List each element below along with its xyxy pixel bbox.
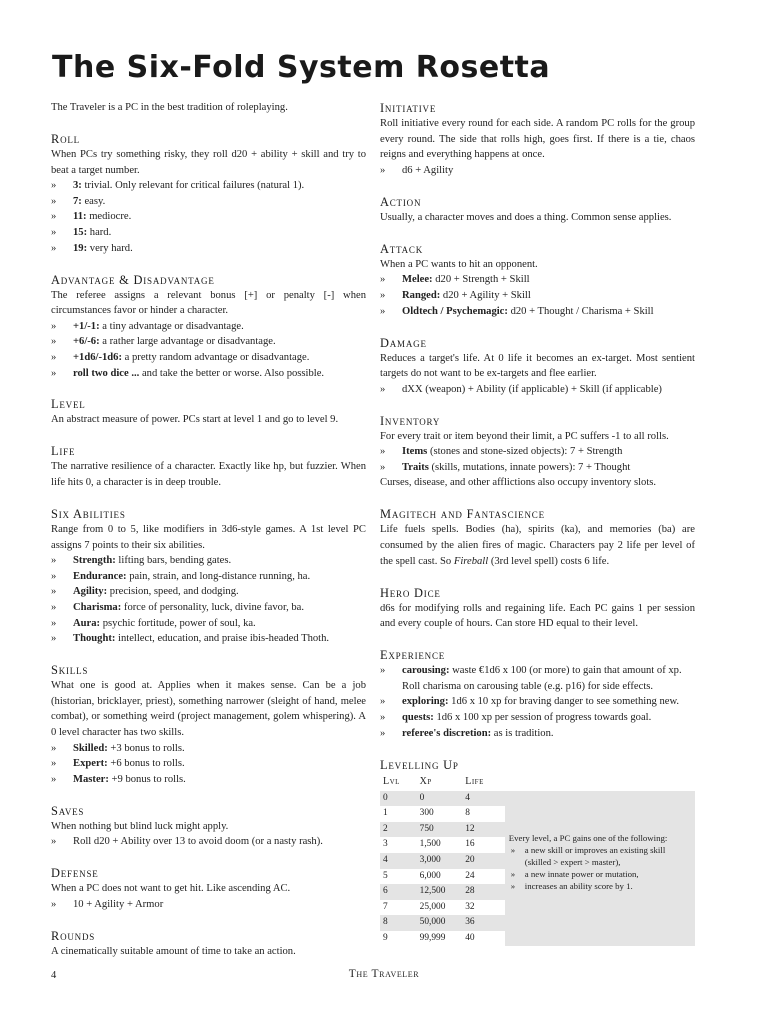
- xp-cell: 0: [417, 791, 463, 807]
- item-label: roll two dice ...: [73, 367, 140, 379]
- level-cell: 8: [380, 915, 417, 931]
- levelling-note-list: [509, 844, 691, 892]
- bullet-icon: »: [51, 195, 57, 207]
- list-item: [380, 726, 695, 742]
- item-label: Master:: [73, 773, 109, 785]
- section-damage: [380, 335, 695, 398]
- item-label: Oldtech / Psychemagic:: [402, 305, 508, 317]
- section-text: d6s for modifying rolls and regaining life. Each PC gains 1 per session and every couple of hours. Can store HD equal to their level.: [380, 602, 695, 630]
- xp-cell: 3,000: [417, 853, 463, 869]
- item-label: Ranged:: [402, 289, 441, 301]
- list-item: [51, 350, 366, 366]
- list-item: [380, 694, 695, 710]
- item-text: a new skill or improves an existing skill (skilled > expert > master),: [524, 844, 666, 867]
- item-text: force of personality, luck, divine favor, ba.: [121, 602, 305, 614]
- xp-cell: 99,999: [419, 932, 446, 943]
- xp-cell: 300: [419, 808, 434, 819]
- bullet-icon: »: [380, 274, 386, 286]
- list-item: [380, 710, 695, 726]
- item-text: +3 bonus to rolls.: [107, 742, 185, 754]
- item-label: Melee:: [402, 274, 433, 286]
- bullet-list: [51, 897, 366, 913]
- section-heading: Magitech and Fantascience: [380, 507, 545, 522]
- section-heading: Levelling Up: [380, 757, 459, 772]
- table-row: [380, 806, 505, 822]
- section-heading: Defense: [51, 866, 99, 881]
- table-row: [380, 791, 505, 807]
- running-footer-title: The Traveler: [348, 968, 420, 980]
- section-heading: Inventory: [380, 413, 441, 428]
- list-item: [51, 834, 366, 850]
- bullet-icon: »: [380, 305, 386, 317]
- levelling-table: [380, 774, 505, 947]
- item-text: waste €1d6 x 100 (or more) to gain that amount of xp. Roll charisma on carousing table (e.g. p16) for side effects.: [402, 665, 682, 692]
- item-text: d6 + Agility: [402, 164, 454, 176]
- level-cell: 9: [383, 932, 388, 943]
- bullet-icon: »: [51, 336, 57, 348]
- item-text: +9 bonus to rolls.: [108, 773, 186, 785]
- item-text: very hard.: [87, 242, 133, 254]
- section-heading: Hero Dice: [380, 585, 441, 600]
- bullet-list: [51, 319, 366, 381]
- bullet-icon: »: [51, 351, 57, 363]
- bullet-list: [51, 741, 366, 788]
- table-row: [380, 822, 505, 838]
- section-text: What one is good at. Applies when it makes sense. Can be a job (historian, bricklayer, priest), something narrower (sleight of hand, melee combat), or something weird (project management, golem whispering). A 0 level character has two skills.: [51, 680, 366, 738]
- section-heading: Roll: [51, 131, 80, 146]
- level-cell: 1: [383, 808, 388, 819]
- bullet-icon: »: [51, 773, 57, 785]
- life-cell: 16: [465, 839, 475, 850]
- list-item: [51, 178, 366, 194]
- list-item: [380, 288, 695, 304]
- column-header-xp: Xp: [419, 776, 432, 788]
- life-cell: 8: [465, 808, 470, 819]
- page-number: 4: [51, 970, 57, 981]
- spell-name: Fireball: [453, 555, 489, 567]
- item-label: Endurance:: [73, 570, 127, 582]
- levelling-block: [380, 774, 695, 947]
- section-text: When nothing but blind luck might apply.: [51, 820, 229, 832]
- section-advantage: [51, 272, 366, 382]
- table-row: [380, 837, 505, 853]
- left-column: [51, 100, 366, 959]
- section-text: [380, 522, 695, 569]
- list-item: [51, 319, 366, 335]
- item-label: +1/-1:: [73, 320, 100, 332]
- table-row: [380, 869, 505, 885]
- list-item: [380, 272, 695, 288]
- section-attack: [380, 241, 695, 319]
- levelling-note-intro: Every level, a PC gains one of the following:: [508, 832, 668, 843]
- item-label: Agility:: [73, 586, 108, 598]
- list-item: [51, 616, 366, 632]
- bullet-icon: »: [51, 226, 57, 238]
- bullet-icon: »: [51, 633, 57, 645]
- life-cell: 24: [465, 870, 475, 881]
- item-text: Roll d20 + Ability over 13 to avoid doom (or a nasty rash).: [73, 836, 323, 848]
- item-text: a tiny advantage or disadvantage.: [99, 320, 244, 332]
- list-item: [51, 897, 366, 913]
- item-text: precision, speed, and dodging.: [107, 586, 239, 598]
- section-text: Reduces a target's life. At 0 life it becomes an ex-target. Most sentient targets do not want to be ex-targets and flee earlier.: [380, 352, 695, 380]
- bullet-icon: »: [380, 164, 386, 176]
- item-text: as is tradition.: [491, 727, 554, 739]
- level-cell: 2: [380, 822, 417, 838]
- table-row: [380, 915, 505, 931]
- section-heading: Six Abilities: [51, 507, 126, 522]
- list-item: [51, 241, 366, 257]
- list-item: [51, 569, 366, 585]
- section-hero-dice: [380, 585, 695, 632]
- section-heading: Life: [51, 444, 76, 459]
- section-heading: Advantage & Disadvantage: [51, 272, 215, 287]
- section-action: [380, 194, 695, 226]
- item-label: Expert:: [73, 758, 108, 770]
- level-cell: 4: [380, 853, 417, 869]
- table-header-row: [380, 774, 505, 791]
- bullet-icon: »: [51, 242, 57, 254]
- bullet-icon: »: [380, 665, 386, 677]
- bullet-list: [380, 163, 695, 179]
- list-item: [51, 553, 366, 569]
- list-item: [380, 663, 695, 694]
- section-text: Range from 0 to 5, like modifiers in 3d6-style games. A 1st level PC assigns 7 points to their six abilities.: [51, 524, 366, 551]
- section-text: When PCs try something risky, they roll d20 + ability + skill and try to beat a target number.: [51, 148, 366, 176]
- item-label: Items: [402, 446, 428, 458]
- xp-cell: 50,000: [417, 915, 463, 931]
- bullet-list: [380, 272, 695, 319]
- section-initiative: [380, 100, 695, 178]
- section-level: [51, 396, 366, 428]
- intro-text: The Traveler is a PC in the best tradition of roleplaying.: [51, 102, 288, 113]
- section-experience: [380, 647, 695, 741]
- life-cell: 28: [462, 884, 505, 900]
- section-heading: Skills: [51, 663, 89, 678]
- item-text: intellect, education, and praise ibis-headed Thoth.: [115, 633, 330, 645]
- section-heading: Initiative: [380, 101, 437, 115]
- section-text: The narrative resilience of a character. Exactly like hp, but fuzzier. When life hits 0, a character is in deep trouble.: [51, 461, 366, 489]
- item-label: Skilled:: [73, 742, 108, 754]
- bullet-list: [51, 178, 366, 256]
- magitech-text-b: (3rd level spell) costs 6 life.: [488, 555, 610, 567]
- bullet-icon: »: [51, 180, 57, 192]
- life-cell: 20: [462, 853, 505, 869]
- item-text: and take the better or worse. Also possible.: [139, 367, 325, 379]
- section-heading: Damage: [380, 335, 427, 350]
- table-row: [380, 931, 505, 947]
- list-item: [51, 225, 366, 241]
- item-text: easy.: [81, 195, 106, 207]
- item-text: hard.: [87, 226, 112, 238]
- section-heading: Level: [51, 397, 86, 412]
- column-header-level: Lvl: [383, 776, 400, 788]
- bullet-icon: »: [51, 320, 57, 332]
- life-cell: 12: [462, 822, 505, 838]
- xp-cell: 12,500: [417, 884, 463, 900]
- level-cell: 6: [380, 884, 417, 900]
- item-label: Aura:: [73, 617, 101, 629]
- item-label: Strength:: [73, 555, 116, 567]
- xp-cell: 750: [417, 822, 463, 838]
- bullet-icon: »: [380, 711, 386, 723]
- bullet-list: [51, 553, 366, 647]
- bullet-icon: »: [51, 211, 57, 223]
- bullet-list: [380, 444, 695, 475]
- life-cell: 4: [462, 791, 505, 807]
- bullet-icon: »: [51, 586, 57, 598]
- bullet-icon: »: [51, 570, 57, 582]
- section-text: An abstract measure of power. PCs start at level 1 and go to level 9.: [51, 414, 339, 426]
- section-heading: Action: [380, 194, 422, 209]
- list-item: [51, 600, 366, 616]
- section-text: When a PC wants to hit an opponent.: [380, 258, 538, 270]
- list-item: [380, 460, 695, 476]
- section-levelling: [380, 757, 695, 947]
- bullet-icon: »: [380, 446, 386, 458]
- item-label: 7:: [73, 195, 82, 207]
- item-text: a pretty random advantage or disadvantage.: [122, 351, 310, 363]
- section-abilities: [51, 506, 366, 647]
- xp-cell: 6,000: [419, 870, 441, 881]
- bullet-list: [380, 382, 695, 398]
- section-defense: [51, 865, 366, 912]
- item-text: (skills, mutations, innate powers): 7 + Thought: [428, 461, 631, 473]
- list-item: [51, 194, 366, 210]
- inventory-note: Curses, disease, and other afflictions also occupy inventory slots.: [380, 477, 657, 489]
- bullet-icon: »: [380, 461, 386, 473]
- level-cell: 0: [380, 791, 417, 807]
- bullet-icon: »: [380, 383, 386, 395]
- item-text: d20 + Strength + Skill: [432, 274, 530, 286]
- bullet-icon: »: [380, 289, 386, 301]
- section-heading: Attack: [380, 241, 424, 256]
- bullet-icon: »: [51, 758, 57, 770]
- item-text: (stones and stone-sized objects): 7 + Strength: [427, 446, 623, 458]
- bullet-icon: »: [380, 696, 386, 708]
- list-item: [51, 366, 366, 382]
- list-item: [51, 741, 366, 757]
- life-cell: 36: [462, 915, 505, 931]
- item-text: lifting bars, bending gates.: [115, 555, 232, 567]
- item-label: Traits: [402, 461, 429, 473]
- list-item: [380, 382, 695, 398]
- list-item: [380, 304, 695, 320]
- item-text: a new innate power or mutation,: [524, 868, 639, 879]
- item-label: 15:: [73, 226, 88, 238]
- right-column: [380, 100, 695, 947]
- bullet-icon: »: [51, 742, 57, 754]
- section-heading: Rounds: [51, 928, 96, 943]
- life-cell: 40: [465, 932, 475, 943]
- page-title: The Six-Fold System Rosetta: [52, 50, 551, 85]
- bullet-icon: »: [51, 555, 57, 567]
- list-item: [51, 756, 366, 772]
- list-item: [51, 334, 366, 350]
- section-text: Roll initiative every round for each side. A random PC rolls for the group every round. The side that rolls high, goes first. If there is a tie, chaos reigns and everything happens at once.: [380, 118, 695, 161]
- life-cell: 32: [465, 901, 475, 912]
- item-label: referee's discretion:: [402, 727, 492, 739]
- item-label: Charisma:: [73, 602, 122, 614]
- bullet-list: [51, 834, 366, 850]
- column-header-life: Life: [465, 776, 484, 788]
- magitech-text-a: Life fuels spells. Bodies (ha), spirits (ka), and memories (ba) are consumed by the alien fires of magic. Characters pay 2 life per level of the spell cast. So: [380, 524, 695, 567]
- section-text: Usually, a character moves and does a thing. Common sense applies.: [380, 211, 672, 223]
- item-label: 11:: [73, 211, 87, 223]
- level-cell: 7: [383, 901, 388, 912]
- list-item: [51, 584, 366, 600]
- list-item: [51, 772, 366, 788]
- item-label: exploring:: [402, 696, 449, 708]
- bullet-icon: »: [51, 617, 57, 629]
- level-cell: 3: [383, 839, 388, 850]
- item-text: pain, strain, and long-distance running, ha.: [126, 570, 311, 582]
- levelling-table-body: [380, 791, 505, 947]
- section-inventory: [380, 413, 695, 491]
- section-text: The referee assigns a relevant bonus [+] or penalty [-] when circumstances favor or hinder a character.: [51, 289, 366, 317]
- item-text: increases an ability score by 1.: [524, 880, 633, 891]
- section-text: A cinematically suitable amount of time to take an action.: [51, 945, 296, 957]
- list-item: [51, 209, 366, 225]
- item-label: +1d6/-1d6:: [73, 351, 123, 363]
- section-heading: Experience: [380, 648, 446, 663]
- item-text: 1d6 x 10 xp for braving danger to see something new.: [448, 696, 680, 708]
- xp-cell: 1,500: [419, 839, 441, 850]
- section-rounds: [51, 928, 366, 960]
- bullet-icon: »: [51, 836, 57, 848]
- bullet-icon: »: [510, 844, 516, 855]
- section-saves: [51, 803, 366, 850]
- section-text: For every trait or item beyond their limit, a PC suffers -1 to all rolls.: [380, 430, 669, 442]
- bullet-icon: »: [510, 880, 516, 891]
- item-label: 3:: [73, 180, 82, 192]
- item-text: +6 bonus to rolls.: [107, 758, 185, 770]
- section-heading: Saves: [51, 803, 85, 818]
- item-label: Thought:: [73, 633, 116, 645]
- section-roll: [51, 131, 366, 256]
- section-life: [51, 443, 366, 490]
- item-label: +6/-6:: [73, 336, 100, 348]
- level-cell: 5: [383, 870, 388, 881]
- bullet-list: [380, 663, 695, 741]
- item-text: trivial. Only relevant for critical failures (natural 1).: [81, 180, 305, 192]
- bullet-icon: »: [51, 367, 57, 379]
- bullet-icon: »: [380, 727, 386, 739]
- item-label: 19:: [73, 242, 88, 254]
- xp-cell: 25,000: [419, 901, 446, 912]
- item-text: d20 + Agility + Skill: [440, 289, 531, 301]
- list-item: [509, 844, 691, 868]
- item-label: carousing:: [402, 665, 450, 677]
- item-text: psychic fortitude, power of soul, ka.: [100, 617, 256, 629]
- item-text: mediocre.: [86, 211, 132, 223]
- list-item: [380, 163, 695, 179]
- item-text: 1d6 x 100 xp per session of progress towards goal.: [433, 711, 652, 723]
- table-row: [380, 900, 505, 916]
- item-label: quests:: [402, 711, 434, 723]
- bullet-icon: »: [51, 898, 57, 910]
- section-text: When a PC does not want to get hit. Like ascending AC.: [51, 883, 291, 895]
- item-text: d20 + Thought / Charisma + Skill: [507, 305, 654, 317]
- section-skills: [51, 662, 366, 787]
- item-text: a rather large advantage or disadvantage.: [99, 336, 276, 348]
- list-item: [51, 631, 366, 647]
- table-row: [380, 853, 505, 869]
- section-magitech: [380, 506, 695, 569]
- list-item: [380, 444, 695, 460]
- list-item: [509, 868, 691, 880]
- table-row: [380, 884, 505, 900]
- list-item: [509, 880, 691, 892]
- item-text: 10 + Agility + Armor: [73, 898, 164, 910]
- item-text: dXX (weapon) + Ability (if applicable) + Skill (if applicable): [402, 383, 662, 395]
- bullet-icon: »: [51, 602, 57, 614]
- levelling-note: [505, 791, 695, 946]
- bullet-icon: »: [510, 868, 516, 879]
